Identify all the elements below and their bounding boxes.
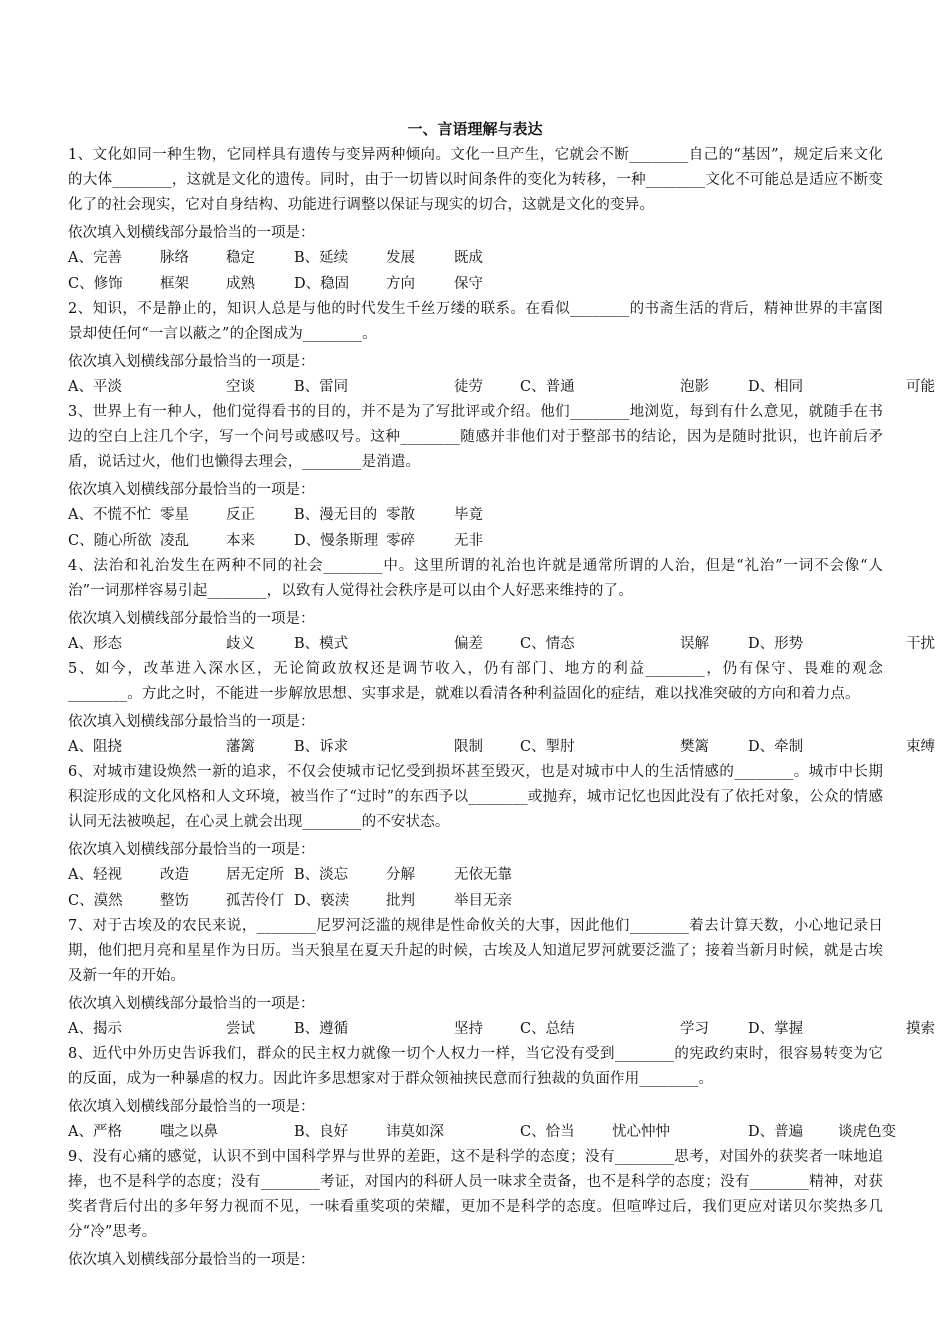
option-word: 批判 [386,893,415,909]
question-1 [68,143,883,297]
option-word: 本来 [226,533,255,549]
option-word: 限制 [454,739,483,755]
question-prompt: 依次填入划横线部分最恰当的一项是： [68,1252,315,1268]
option-word: 学习 [680,1021,709,1037]
option-label: B、良好 [294,1124,349,1140]
question-2 [68,297,935,400]
option-label: A、轻视 [68,867,122,883]
option-label: C、修饰 [68,276,123,292]
option-word: 零散 [386,507,415,523]
option-word: 改造 [160,867,189,883]
option-label: D、亵渎 [294,893,350,909]
option-word: 保守 [454,276,483,292]
option-word: 干扰 [906,636,935,652]
option-word: 偏差 [454,636,483,652]
option-word: 稳定 [226,250,255,266]
option-label: D、稳固 [294,276,350,292]
option-label: C、恰当 [520,1124,575,1140]
option-word: 分解 [386,867,415,883]
option-label: B、雷同 [294,379,349,395]
option-row [68,502,883,528]
option-word: 樊篱 [680,739,709,755]
option-word: 举目无亲 [454,893,512,909]
option-label: D、形势 [748,636,804,652]
option-label: B、漫无目的 [294,507,378,523]
option-word: 讳莫如深 [386,1124,444,1140]
option-label: D、牵制 [748,739,804,755]
question-prompt: 依次填入划横线部分最恰当的一项是： [68,714,315,730]
option-label: B、遵循 [294,1021,349,1037]
option-label: D、掌握 [748,1021,804,1037]
option-word: 空谈 [226,379,255,395]
option-label: B、延续 [294,250,349,266]
question-stem: 9、没有心痛的感觉，认识不到中国科学界与世界的差距，这不是科学的态度；没有________思考，对国外的获奖者一味地追捧，也不是科学的态度；没有________考证，对国内的科研人员一味求全责备，也不是科学的态度；没有________精神，对获奖者背后付出的多年努力视而不见，一味看重奖项的荣耀，更加不是科学的态度。但喧哗过后，我们更应对诺贝尔奖热多几分“冷”思考。 [68,1149,883,1240]
option-label: A、揭示 [68,1021,122,1037]
option-row [68,888,883,914]
question-stem: 1、文化如同一种生物，它同样具有遗传与变异两种倾向。文化一旦产生，它就会不断________自己的“基因”，规定后来文化的大体________，这就是文化的遗传。同时，由于一切皆以时间条件的变化为转移，一种________文化不可能总是适应不断变化了的社会现实，它对自身结构、功能进行调整以保证与现实的切合，这就是文化的变异。 [68,147,883,213]
option-word: 徒劳 [454,379,483,395]
option-row [68,734,935,760]
option-word: 框架 [160,276,189,292]
option-label: A、严格 [68,1124,122,1140]
question-9 [68,1145,883,1272]
option-label: A、阻挠 [68,739,122,755]
option-row [68,862,883,888]
option-word: 居无定所 [226,867,284,883]
question-3 [68,400,883,554]
question-list [68,143,935,1272]
option-label: C、掣肘 [520,739,575,755]
option-label: C、随心所欲 [68,533,152,549]
question-prompt: 依次填入划横线部分最恰当的一项是： [68,611,315,627]
option-word: 发展 [386,250,415,266]
question-prompt: 依次填入划横线部分最恰当的一项是： [68,225,315,241]
question-prompt: 依次填入划横线部分最恰当的一项是： [68,354,315,370]
option-label: B、诉求 [294,739,349,755]
option-word: 束缚 [906,739,935,755]
option-word: 既成 [454,250,483,266]
option-label: B、淡忘 [294,867,349,883]
option-word: 毕竟 [454,507,483,523]
option-label: C、漠然 [68,893,123,909]
question-stem: 5、如今，改革进入深水区，无论简政放权还是调节收入，仍有部门、地方的利益________，仍有保守、畏难的观念________。方此之时，不能进一步解放思想、实事求是，就难以看清各种利益固化的症结，难以找准突破的方向和着力点。 [68,661,883,702]
option-word: 尝试 [226,1021,255,1037]
option-row [68,1119,896,1145]
question-7 [68,914,935,1042]
question-prompt: 依次填入划横线部分最恰当的一项是： [68,996,315,1012]
option-label: A、形态 [68,636,122,652]
option-row [68,271,883,297]
question-4 [68,554,935,657]
option-word: 谈虎色变 [838,1124,896,1140]
question-5 [68,657,935,760]
option-label: B、模式 [294,636,349,652]
option-row [68,528,883,554]
option-word: 整饬 [160,893,189,909]
option-word: 嗤之以鼻 [160,1124,218,1140]
question-prompt: 依次填入划横线部分最恰当的一项是： [68,842,315,858]
option-word: 凌乱 [160,533,189,549]
option-word: 歧义 [226,636,255,652]
option-word: 方向 [386,276,415,292]
option-row [68,1016,935,1042]
option-label: C、情态 [520,636,575,652]
option-word: 藩篱 [226,739,255,755]
option-word: 无非 [454,533,483,549]
question-8 [68,1042,896,1145]
option-label: D、相同 [748,379,804,395]
option-label: A、平淡 [68,379,122,395]
question-stem: 3、世界上有一种人，他们觉得看书的目的，并不是为了写批评或介绍。他们________地浏览，每到有什么意见，就随手在书边的空白上注几个字，写一个问号或感叹号。这种________随感并非他们对于整部书的结论，因为是随时批识，也许前后矛盾，说话过火，他们也懒得去理会，________是消遣。 [68,404,883,470]
option-word: 无依无靠 [454,867,512,883]
option-label: C、总结 [520,1021,575,1037]
question-6 [68,760,883,914]
option-word: 泡影 [680,379,709,395]
option-word: 误解 [680,636,709,652]
option-row [68,374,935,400]
question-stem: 4、法治和礼治发生在两种不同的社会________中。这里所谓的礼治也许就是通常所谓的人治，但是“礼治”一词不会像“人治”一词那样容易引起________，以致有人觉得社会秩序是可以由个人好恶来维持的了。 [68,558,883,599]
question-stem: 6、对城市建设焕然一新的追求，不仅会使城市记忆受到损坏甚至毁灭，也是对城市中人的生活情感的________。城市中长期积淀形成的文化风格和人文环境，被当作了“过时”的东西予以________或抛弃，城市记忆也因此没有了依托对象，公众的情感认同无法被唤起，在心灵上就会出现________的不安状态。 [68,764,883,830]
option-word: 脉络 [160,250,189,266]
option-label: D、慢条斯理 [294,533,379,549]
option-label: A、不慌不忙 [68,507,151,523]
option-word: 孤苦伶仃 [226,893,284,909]
question-stem: 7、对于古埃及的农民来说，________尼罗河泛滥的规律是性命攸关的大事，因此他们________着去计算天数，小心地记录日期，他们把月亮和星星作为日历。当天狼星在夏天升起的时候，古埃及人知道尼罗河就要泛滥了；接着当新月时候，就是古埃及新一年的开始。 [68,918,883,984]
option-label: D、普遍 [748,1124,804,1140]
option-word: 摸索 [906,1021,935,1037]
option-word: 忧心忡忡 [612,1124,670,1140]
question-prompt: 依次填入划横线部分最恰当的一项是： [68,1099,315,1115]
option-label: A、完善 [68,250,122,266]
option-row [68,631,935,657]
option-row [68,245,883,271]
option-label: C、普通 [520,379,575,395]
question-stem: 2、知识，不是静止的，知识人总是与他的时代发生千丝万缕的联系。在看似________的书斋生活的背后，精神世界的丰富图景却使任何“一言以蔽之”的企图成为________。 [68,301,883,342]
option-word: 零星 [160,507,189,523]
question-stem: 8、近代中外历史告诉我们，群众的民主权力就像一切个人权力一样，当它没有受到________的宪政约束时，很容易转变为它的反面，成为一种暴虐的权力。因此许多思想家对于群众领袖挟民意而行独裁的负面作用________。 [68,1046,883,1087]
section-title: 一、言语理解与表达 [407,120,543,138]
option-word: 成熟 [226,276,255,292]
option-word: 反正 [226,507,255,523]
question-prompt: 依次填入划横线部分最恰当的一项是： [68,482,315,498]
option-word: 可能 [906,379,935,395]
option-word: 坚持 [454,1021,483,1037]
option-word: 零碎 [386,533,415,549]
